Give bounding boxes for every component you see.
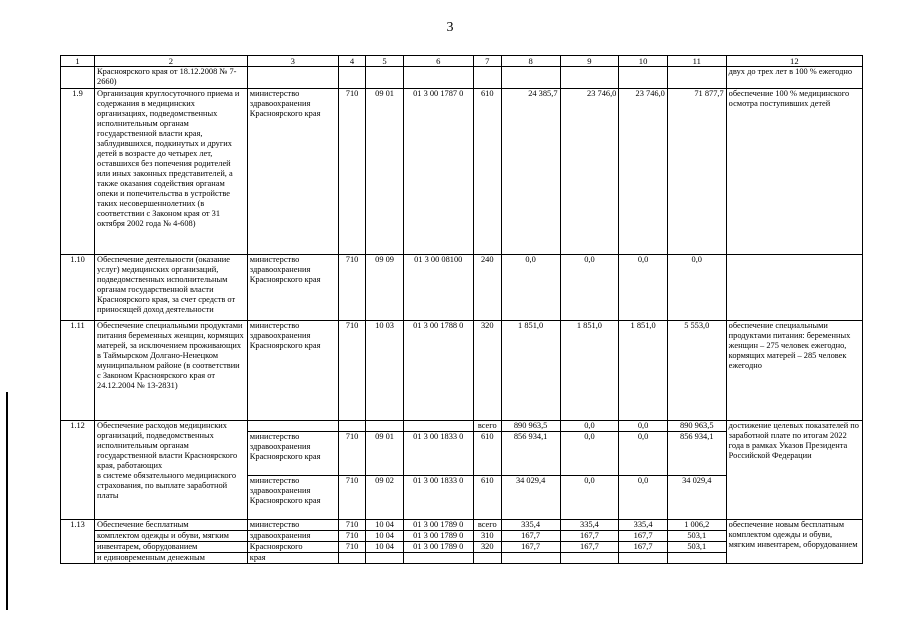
grbs-code: 710	[338, 542, 366, 553]
amount-year3: 167,7	[619, 542, 668, 553]
agency-line: министерство	[247, 520, 338, 531]
vr-code: всего	[473, 520, 501, 531]
csr-code: 01 3 00 1789 0	[403, 520, 473, 531]
agency: министерство здравоохранения Красноярского края	[247, 321, 338, 421]
amount-year3: 335,4	[619, 520, 668, 531]
csr-code: 01 3 00 1789 0	[403, 531, 473, 542]
agency: министерство здравоохранения Красноярского края	[247, 476, 338, 520]
measure-name: Организация круглосуточного приема и содержания в медицинских организациях, подведомственных исполнительным органам государственной власти края, заблудившихся, подкинутых и других детей в возрасте до четырех лет, оставшихся без попечения родителей или иных законных представителей, а также оказания содействия органам опеки и попечительства в устройстве таких несовершеннолетних (в соответствии с Законом края от 31 октября 2002 года № 4-608)	[95, 89, 248, 255]
amount-year3: 1 851,0	[619, 321, 668, 421]
amount-total: 0,0	[667, 255, 726, 321]
measure-name-line: и единовременным денежным	[95, 553, 248, 564]
agency-line: здравоохранения	[247, 531, 338, 542]
amount-year1: 167,7	[501, 542, 560, 553]
header-cell: 2	[95, 56, 248, 67]
csr-code: 01 3 00 1833 0	[403, 432, 473, 476]
vr-code: 320	[473, 321, 501, 421]
vr-code: 240	[473, 255, 501, 321]
agency: министерство здравоохранения Красноярского края	[247, 432, 338, 476]
expected-result: обеспечение новым бесплатным комплектом одежды и обуви, мягким инвентарем, оборудованием	[726, 520, 862, 564]
vr-code: 320	[473, 542, 501, 553]
measure-name: Обеспечение специальными продуктами питания беременных женщин, кормящих матерей, за исключением проживающих в Таймырском Долгано-Ненецком муниципальном районе (в соответствии с Законом Красноярского края от 24.12.2004 № 13-2831)	[95, 321, 248, 421]
cont-name: Красноярского края от 18.12.2008 № 7-2660)	[95, 67, 248, 89]
header-cell: 6	[403, 56, 473, 67]
table-row	[61, 67, 863, 89]
row-number: 1.9	[61, 89, 95, 255]
header-cell: 11	[667, 56, 726, 67]
amount-total: 34 029,4	[667, 476, 726, 520]
amount-year1: 24 385,7	[501, 89, 560, 255]
measure-name-part: Обеспечение расходов медицинских организаций, подведомственных исполнительным органам государственной власти Красноярского края, работающих	[97, 421, 238, 471]
expected-result: обеспечение 100 % медицинского осмотра поступивших детей	[726, 89, 862, 255]
amount-year3: 0,0	[619, 421, 668, 432]
table-row	[61, 520, 863, 531]
header-cell: 1	[61, 56, 95, 67]
amount-year1: 856 934,1	[501, 432, 560, 476]
table-row	[61, 255, 863, 321]
csr-code: 01 3 00 1789 0	[403, 542, 473, 553]
grbs-code: 710	[338, 476, 366, 520]
amount-year3: 23 746,0	[619, 89, 668, 255]
measure-name-line: комплектом одежды и обуви, мягким	[95, 531, 248, 542]
agency-line: Красноярского	[247, 542, 338, 553]
amount-year3: 167,7	[619, 531, 668, 542]
amount-year2: 167,7	[560, 542, 619, 553]
rzpr-code: 10 04	[366, 542, 403, 553]
vr-code: всего	[473, 421, 501, 432]
amount-total: 503,1	[667, 531, 726, 542]
amount-total: 1 006,2	[667, 520, 726, 531]
csr-code: 01 3 00 1787 0	[403, 89, 473, 255]
amount-year1: 0,0	[501, 255, 560, 321]
amount-year2: 23 746,0	[560, 89, 619, 255]
amount-total: 71 877,7	[667, 89, 726, 255]
vr-code: 310	[473, 531, 501, 542]
grbs-code: 710	[338, 255, 366, 321]
csr-code: 01 3 00 08100	[403, 255, 473, 321]
vr-code: 610	[473, 476, 501, 520]
header-cell: 9	[560, 56, 619, 67]
table-row	[61, 321, 863, 421]
rzpr-code: 09 01	[366, 89, 403, 255]
row-number: 1.12	[61, 421, 95, 520]
amount-year3: 0,0	[619, 476, 668, 520]
rzpr-code: 09 01	[366, 432, 403, 476]
vr-code: 610	[473, 432, 501, 476]
amount-year2: 0,0	[560, 432, 619, 476]
agency: министерство здравоохранения Красноярского края	[247, 255, 338, 321]
amount-year1: 34 029,4	[501, 476, 560, 520]
amount-year1: 167,7	[501, 531, 560, 542]
expected-result	[726, 255, 862, 321]
measure-name-line: инвентарем, оборудованием	[95, 542, 248, 553]
amount-year1: 1 851,0	[501, 321, 560, 421]
header-cell: 10	[619, 56, 668, 67]
amount-year2: 0,0	[560, 476, 619, 520]
header-cell: 5	[366, 56, 403, 67]
amount-total: 503,1	[667, 542, 726, 553]
header-cell: 7	[473, 56, 501, 67]
rzpr-code: 10 04	[366, 520, 403, 531]
grbs-code: 710	[338, 321, 366, 421]
agency-line: края	[247, 553, 338, 564]
table-row	[61, 89, 863, 255]
row-number: 1.11	[61, 321, 95, 421]
cont-result: двух до трех лет в 100 % ежегодно	[726, 67, 862, 89]
amount-year2: 0,0	[560, 421, 619, 432]
measure-name-line: Обеспечение бесплатным	[95, 520, 248, 531]
margin-line	[6, 392, 8, 610]
amount-total: 890 963,5	[667, 421, 726, 432]
agency: министерство здравоохранения Красноярского края	[247, 89, 338, 255]
row-number: 1.13	[61, 520, 95, 564]
header-cell: 3	[247, 56, 338, 67]
amount-year1: 890 963,5	[501, 421, 560, 432]
amount-year2: 335,4	[560, 520, 619, 531]
measure-name: Обеспечение деятельности (оказание услуг) медицинских организаций, подведомственных исполнительным органам государственной власти Красноярского края, за счет средств от приносящей доход деятельности	[95, 255, 248, 321]
rzpr-code: 09 09	[366, 255, 403, 321]
grbs-code: 710	[338, 89, 366, 255]
measure-name	[95, 421, 248, 520]
header-cell: 8	[501, 56, 560, 67]
table-row	[61, 421, 863, 432]
amount-year1: 335,4	[501, 520, 560, 531]
grbs-code: 710	[338, 531, 366, 542]
rzpr-code: 10 03	[366, 321, 403, 421]
rzpr-code: 09 02	[366, 476, 403, 520]
vr-code: 610	[473, 89, 501, 255]
amount-year3: 0,0	[619, 255, 668, 321]
expected-result: обеспечение специальными продуктами питания: беременных женщин – 275 человек ежегодно, кормящих матерей – 285 человек ежегодно	[726, 321, 862, 421]
measure-name-part: в системе обязательного медицинского страхования, по выплате заработной платы	[97, 471, 237, 501]
grbs-code: 710	[338, 432, 366, 476]
amount-year3: 0,0	[619, 432, 668, 476]
amount-total: 5 553,0	[667, 321, 726, 421]
expected-result: достижение целевых показателей по заработной плате по итогам 2022 года в рамках Указов Президента Российской Федерации	[726, 421, 862, 520]
grbs-code: 710	[338, 520, 366, 531]
amount-year2: 0,0	[560, 255, 619, 321]
amount-total: 856 934,1	[667, 432, 726, 476]
amount-year2: 167,7	[560, 531, 619, 542]
header-cell: 4	[338, 56, 366, 67]
row-number: 1.10	[61, 255, 95, 321]
csr-code: 01 3 00 1788 0	[403, 321, 473, 421]
budget-table	[60, 55, 863, 564]
csr-code: 01 3 00 1833 0	[403, 476, 473, 520]
header-row	[61, 56, 863, 67]
header-cell: 12	[726, 56, 862, 67]
page-number: 3	[446, 20, 454, 35]
amount-year2: 1 851,0	[560, 321, 619, 421]
rzpr-code: 10 04	[366, 531, 403, 542]
